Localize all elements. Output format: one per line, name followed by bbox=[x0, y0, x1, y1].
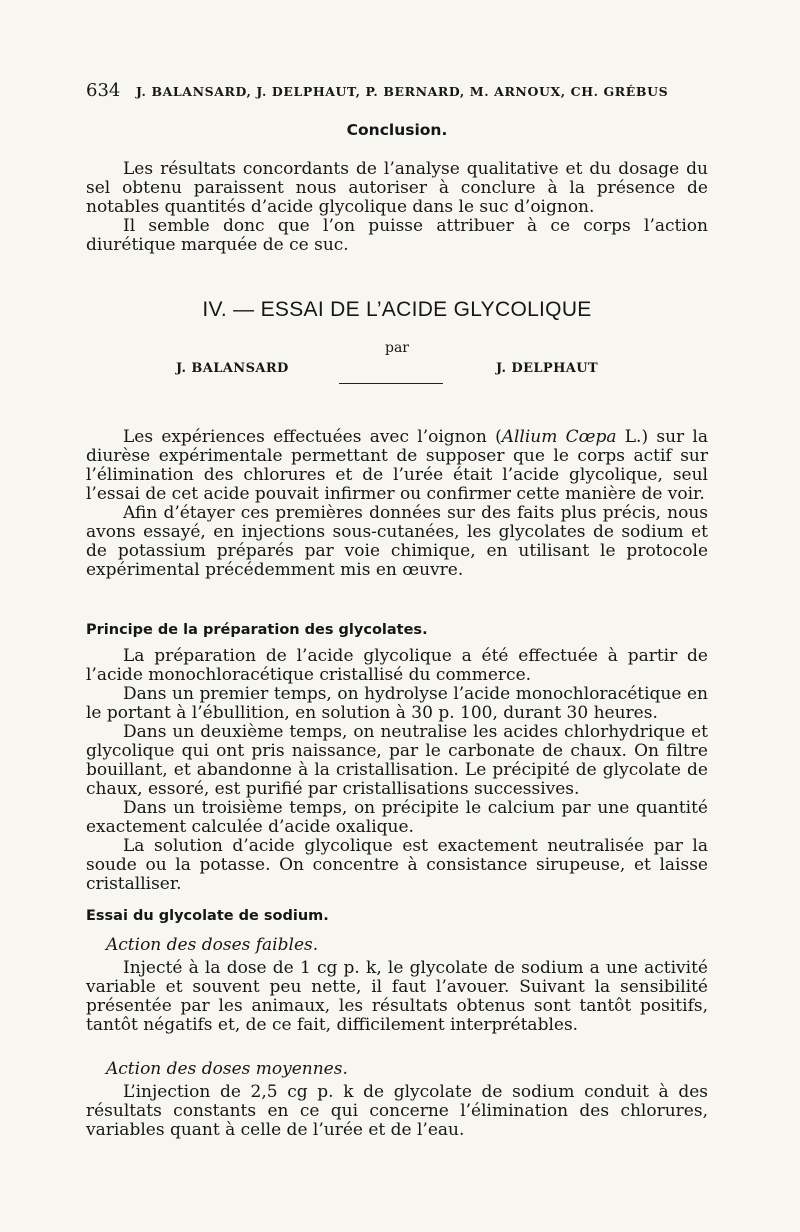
conclusion-text bbox=[86, 160, 708, 255]
principe-paragraph-5: La solution d’acide glycolique est exactement neutralisée par la soude ou la potasse. On concentre à consistance sirupeuse, et laisse cristalliser. bbox=[86, 836, 708, 894]
conclusion-paragraph-2: Il semble donc que l’on puisse attribuer à ce corps l’action diurétique marquée de ce suc. bbox=[86, 216, 708, 255]
intro-text bbox=[86, 428, 708, 580]
principe-paragraph-4: Dans un troisième temps, on précipite le calcium par une quantité exactement calculée d’acide oxalique. bbox=[86, 798, 708, 837]
essai-text-2 bbox=[86, 1083, 708, 1140]
essai-heading: Essai du glycolate de sodium. bbox=[86, 908, 329, 924]
species-name: Allium Cœpa bbox=[501, 427, 617, 447]
header-authors: J. BALANSARD, J. DELPHAUT, P. BERNARD, M. ARNOUX, CH. GRÉBUS bbox=[136, 84, 669, 99]
principe-text bbox=[86, 647, 708, 894]
author-right: J. DELPHAUT bbox=[496, 361, 599, 376]
conclusion-paragraph-1: Les résultats concordants de l’analyse qualitative et du dosage du sel obtenu paraissent nous autoriser à conclure à la présence de notables quantités d’acide glycolique dans le suc d’oignon. bbox=[86, 159, 708, 217]
intro-paragraph-1 bbox=[86, 428, 708, 504]
page-number: 634 bbox=[86, 80, 121, 101]
principe-heading: Principe de la préparation des glycolates. bbox=[86, 622, 428, 638]
principe-paragraph-2: Dans un premier temps, on hydrolyse l’acide monochloracétique en le portant à l’ébullition, en solution à 30 p. 100, durant 30 heures. bbox=[86, 684, 708, 723]
intro-p1-start: Les expériences effectuées avec l’oignon ( bbox=[123, 427, 502, 447]
intro-p1-end: L.) sur la diurèse expérimentale permettant de supposer que le corps actif sur l’élimination des chlorures et de l’urée était l’acide glycolique, seul l’essai de cet acide pouvait infirmer ou confirmer cette manière de voir. bbox=[86, 427, 708, 504]
running-header bbox=[86, 80, 708, 104]
author-left: J. BALANSARD bbox=[176, 361, 289, 376]
principe-paragraph-3: Dans un deuxième temps, on neutralise les acides chlorhydrique et glycolique qui ont pris naissance, par le carbonate de chaux. On filtre bouillant, et abandonne à la cristallisation. Le précipité de glycolate de chaux, essoré, est purifié par cristallisations successives. bbox=[86, 722, 708, 799]
subsection-doses-moyennes: Action des doses moyennes. bbox=[106, 1059, 348, 1079]
subsection-doses-faibles: Action des doses faibles. bbox=[106, 935, 319, 955]
intro-paragraph-2: Afin d’étayer ces premières données sur des faits plus précis, nous avons essayé, en injections sous-cutanées, les glycolates de sodium et de potassium préparés par voie chimique, en utilisant le protocole expérimental précédemment mis en œuvre. bbox=[86, 503, 708, 580]
essai-paragraph-2: L’injection de 2,5 cg p. k de glycolate de sodium conduit à des résultats constants en ce qui concerne l’élimination des chlorures, variables quant à celle de l’urée et de l’eau. bbox=[86, 1082, 708, 1140]
principe-paragraph-1: La préparation de l’acide glycolique a été effectuée à partir de l’acide monochloracétique cristallisé du commerce. bbox=[86, 646, 708, 685]
essai-paragraph-1: Injecté à la dose de 1 cg p. k, le glycolate de sodium a une activité variable et souvent peu nette, il faut l’avouer. Suivant la sensibilité présentée par les animaux, les résultats obtenus sont tantôt positifs, tantôt négatifs et, de ce fait, difficilement interprétables. bbox=[86, 958, 708, 1035]
essai-text-1 bbox=[86, 959, 708, 1035]
chapter-by: par bbox=[384, 340, 409, 356]
chapter-title: IV. — ESSAI DE L’ACIDE GLYCOLIQUE bbox=[202, 298, 592, 321]
conclusion-heading: Conclusion. bbox=[346, 121, 448, 139]
title-divider bbox=[339, 383, 443, 384]
